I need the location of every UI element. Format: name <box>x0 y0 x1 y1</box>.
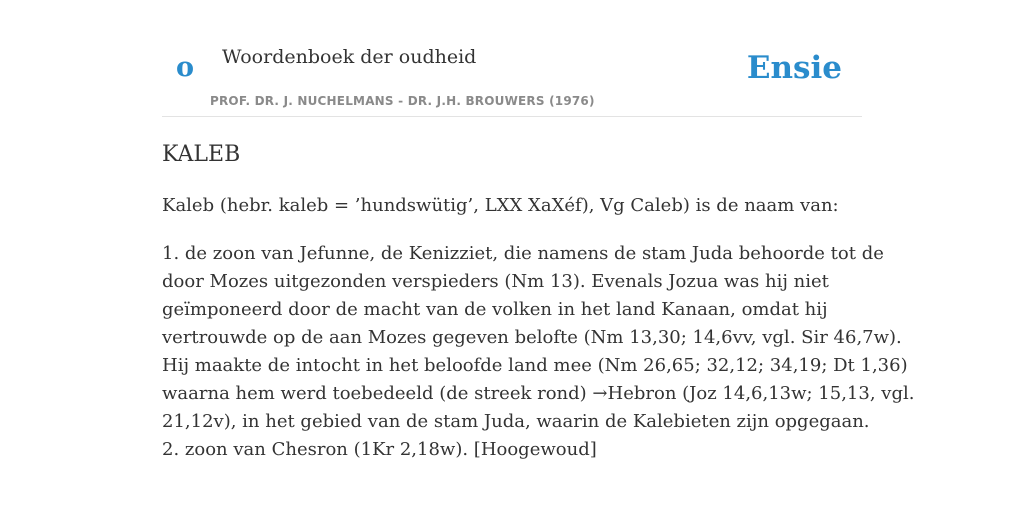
entry-body-line: waarna hem werd toebedeeld (de streek rond) →Hebron (Joz 14,6,13w; 15,13, vgl. <box>162 383 915 404</box>
entry-body-line: 21,12v), in het gebied van de stam Juda, waarin de Kalebieten zijn opgegaan. <box>162 411 870 432</box>
dictionary-logo[interactable]: o <box>176 52 195 83</box>
ensie-brand-link[interactable]: Ensie <box>746 50 842 86</box>
site-header <box>162 0 862 117</box>
entry-intro: Kaleb (hebr. kaleb = ’hundswütig’, LXX XaXéf), Vg Caleb) is de naam van: <box>162 195 839 216</box>
entry-body-line: door Mozes uitgezonden verspieders (Nm 13). Evenals Jozua was hij niet <box>162 271 829 292</box>
entry-body <box>162 240 915 464</box>
entry-title: KALEB <box>162 142 241 167</box>
entry-body-line: 2. zoon van Chesron (1Kr 2,18w). [Hoogewoud] <box>162 439 597 460</box>
dictionary-title-link[interactable]: Woordenboek der oudheid <box>222 46 477 68</box>
entry-body-line: geïmponeerd door de macht van de volken in het land Kanaan, omdat hij <box>162 299 828 320</box>
entry-body-line: vertrouwde op de aan Mozes gegeven belofte (Nm 13,30; 14,6vv, vgl. Sir 46,7w). <box>162 327 902 348</box>
entry-body-line: 1. de zoon van Jefunne, de Kenizziet, die namens de stam Juda behoorde tot de <box>162 243 884 264</box>
entry-content <box>162 140 915 464</box>
dictionary-authors: PROF. DR. J. NUCHELMANS - DR. J.H. BROUWERS (1976) <box>210 94 595 108</box>
entry-body-line: Hij maakte de intocht in het beloofde land mee (Nm 26,65; 32,12; 34,19; Dt 1,36) <box>162 355 908 376</box>
